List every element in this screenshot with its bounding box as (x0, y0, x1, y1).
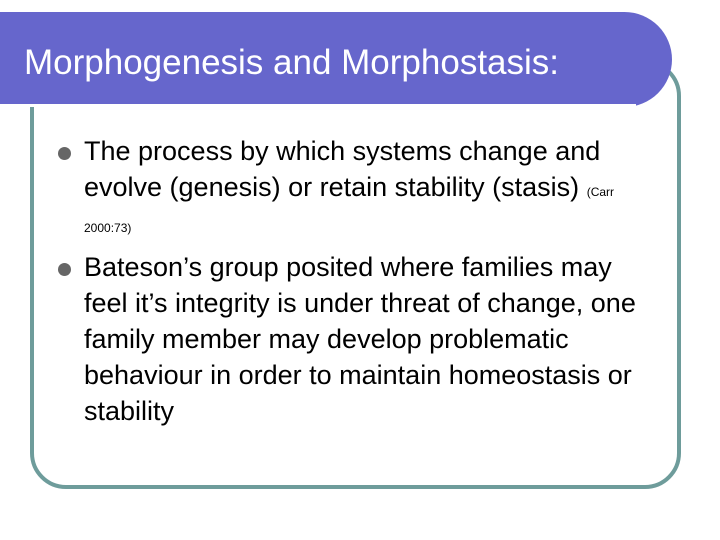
bullet-item (58, 249, 658, 429)
bullet-text: Bateson’s group posited where families may feel it’s integrity is under threat of change, one family member may develop problematic behaviour in order to maintain homeostasis or stability (84, 252, 636, 426)
bullet-text: The process by which systems change and evolve (genesis) or retain stability (stasis) (84, 136, 601, 202)
title-bar (0, 12, 672, 107)
slide-title: Morphogenesis and Morphostasis: (24, 43, 560, 82)
title-underline (0, 104, 636, 107)
bullet-dot-icon (58, 147, 71, 160)
bullet-item (58, 133, 658, 241)
citation: (Carr 2000:73) (84, 185, 615, 235)
bullet-dot-icon (58, 263, 71, 276)
bullet-list (58, 133, 658, 437)
